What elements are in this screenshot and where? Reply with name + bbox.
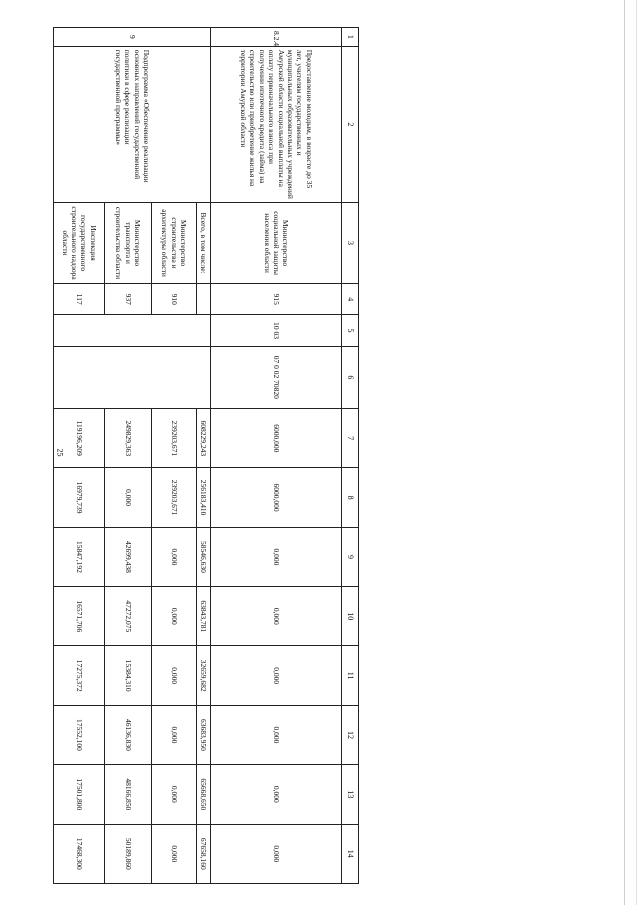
sub-grbs-1: 910 [151, 284, 196, 315]
row-value-9: 0,000 [211, 527, 342, 586]
sub-value-8-2: 0,000 [105, 468, 152, 527]
sub-executor-1: Министерство строительства и архитектуры области [151, 202, 196, 283]
sub-value-10-0: 63843,781 [196, 587, 211, 646]
sub-value-13-1: 0,000 [151, 765, 196, 824]
sub-executor-2: Министерство транспорта и строительства области [105, 202, 152, 283]
sub-value-12-2: 46136,830 [105, 705, 152, 764]
sub-value-11-1: 0,000 [151, 646, 196, 705]
col-number-3: 3 [342, 202, 359, 283]
row-number: 8.2.4 [211, 28, 342, 47]
sub-value-13-3: 17501,800 [54, 765, 105, 824]
scan-edge-line [624, 0, 625, 905]
column-number-row [342, 28, 359, 884]
scan-edge-line-secondary [636, 0, 637, 905]
sub-value-7-3: 119196,209 [54, 409, 105, 468]
sub-value-9-1: 0,000 [151, 527, 196, 586]
sub-value-12-1: 0,000 [151, 705, 196, 764]
row-rzpr: 10 03 [211, 315, 342, 346]
row-name: Предоставление молодым, в возрасте до 35 лет, учителям государственных и муниципальных образовательных учреждений Амурской области социальной выплаты на оплату первоначального взноса при получении ипотечного кредита (займа) на строительство или приобретение жилья на территории Амурской области [211, 46, 342, 202]
sub-value-11-2: 15384,310 [105, 646, 152, 705]
sub-value-9-0: 58546,630 [196, 527, 211, 586]
row-csr: 07 0 02 70820 [211, 346, 342, 408]
program-name: Подпрограмма «Обеспечение реализации основных направлений государственной политики в сфере реализации государственной программы» [54, 46, 211, 202]
table-row-program-total [196, 28, 211, 884]
sub-value-10-2: 47272,075 [105, 587, 152, 646]
program-rzpr [54, 315, 211, 346]
sub-value-8-0: 256183,410 [196, 468, 211, 527]
row-executor: Министерство социальной защиты населения области [211, 202, 342, 283]
row-value-7: 6000,000 [211, 409, 342, 468]
sub-value-11-0: 32659,682 [196, 646, 211, 705]
col-number-11: 11 [342, 646, 359, 705]
sub-value-14-3: 17468,300 [54, 824, 105, 884]
sub-grbs-0 [196, 284, 211, 315]
sub-value-9-3: 15847,192 [54, 527, 105, 586]
col-number-5: 5 [342, 315, 359, 346]
sub-value-13-2: 48166,850 [105, 765, 152, 824]
row-value-8: 6000,000 [211, 468, 342, 527]
sub-value-7-2: 249829,363 [105, 409, 152, 468]
sub-value-13-0: 65668,650 [196, 765, 211, 824]
program-csr [54, 346, 211, 408]
sub-executor-0: Всего, в том числе: [196, 202, 211, 283]
col-number-8: 8 [342, 468, 359, 527]
row-value-11: 0,000 [211, 646, 342, 705]
program-number: 9 [54, 28, 211, 47]
sub-value-14-2: 50189,860 [105, 824, 152, 884]
rotated-table-wrapper [53, 27, 359, 884]
table-row-8-2-4 [211, 28, 342, 884]
sub-value-10-1: 0,000 [151, 587, 196, 646]
row-value-10: 0,000 [211, 587, 342, 646]
row-value-14: 0,000 [211, 824, 342, 884]
sub-grbs-2: 937 [105, 284, 152, 315]
sub-value-10-3: 16571,706 [54, 587, 105, 646]
col-number-1: 1 [342, 28, 359, 47]
col-number-7: 7 [342, 409, 359, 468]
row-value-13: 0,000 [211, 765, 342, 824]
col-number-13: 13 [342, 765, 359, 824]
col-number-4: 4 [342, 284, 359, 315]
sub-value-12-3: 17552,100 [54, 705, 105, 764]
page-number: 25 [55, 448, 65, 457]
sub-grbs-3: 117 [54, 284, 105, 315]
row-grbs: 915 [211, 284, 342, 315]
sub-value-14-0: 67658,160 [196, 824, 211, 884]
col-number-12: 12 [342, 705, 359, 764]
sub-value-7-1: 239203,671 [151, 409, 196, 468]
sub-value-9-2: 42699,438 [105, 527, 152, 586]
col-number-6: 6 [342, 346, 359, 408]
col-number-10: 10 [342, 587, 359, 646]
sub-value-11-3: 17275,372 [54, 646, 105, 705]
sub-value-7-0: 608229,243 [196, 409, 211, 468]
sub-value-8-3: 16979,739 [54, 468, 105, 527]
row-value-12: 0,000 [211, 705, 342, 764]
sub-executor-3: Инспекция государственного строительного надзора области [54, 202, 105, 283]
sub-value-14-1: 0,000 [151, 824, 196, 884]
budget-table [53, 27, 359, 884]
col-number-2: 2 [342, 46, 359, 202]
sub-value-12-0: 63683,950 [196, 705, 211, 764]
sub-value-8-1: 239203,671 [151, 468, 196, 527]
col-number-14: 14 [342, 824, 359, 884]
col-number-9: 9 [342, 527, 359, 586]
